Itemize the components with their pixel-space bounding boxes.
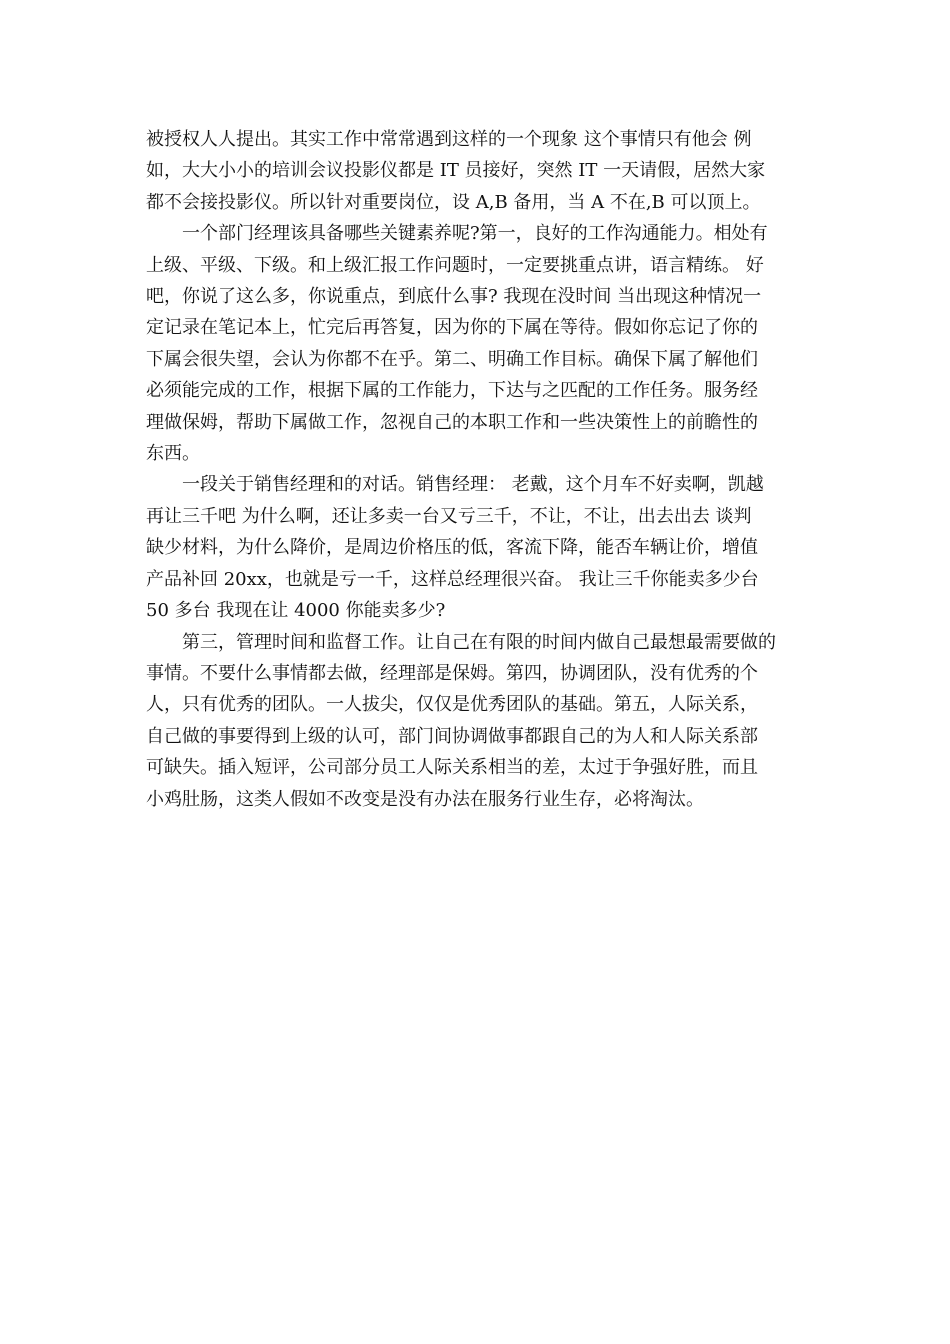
paragraph-4: [146, 627, 808, 815]
text-line: 人，只有优秀的团队。一人拔尖，仅仅是优秀团队的基础。第五，人际关系，: [146, 694, 758, 716]
text-line: 定记录在笔记本上，忙完后再答复，因为你的下属在等待。假如你忘记了你的: [146, 317, 758, 339]
paragraph-3: [146, 469, 808, 626]
text-line: 第三，管理时间和监督工作。让自己在有限的时间内做自己最想最需要做的: [182, 631, 776, 653]
document-body: [146, 124, 808, 815]
text-line: 吧，你说了这么多，你说重点，到底什么事? 我现在没时间 当出现这种情况一: [146, 286, 762, 308]
text-line: 下属会很失望，会认为你都不在乎。第二、明确工作目标。确保下属了解他们: [146, 348, 758, 370]
text-line: 事情。不要什么事情都去做，经理部是保姆。第四，协调团队，没有优秀的个: [146, 662, 758, 684]
text-line: 上级、平级、下级。和上级汇报工作问题时，一定要挑重点讲，语言精练。 好: [146, 254, 764, 276]
text-line: 50 多台 我现在让 4000 你能卖多少?: [146, 600, 446, 622]
paragraph-1: [146, 124, 808, 218]
text-line: 如，大大小小的培训会议投影仪都是 IT 员接好，突然 IT 一天请假，居然大家: [146, 160, 766, 182]
paragraph-2: [146, 218, 808, 469]
text-line: 小鸡肚肠，这类人假如不改变是没有办法在服务行业生存，必将淘汰。: [146, 788, 704, 810]
text-line: 必须能完成的工作，根据下属的工作能力，下达与之匹配的工作任务。服务经: [146, 380, 758, 402]
text-line: 可缺失。插入短评，公司部分员工人际关系相当的差，太过于争强好胜，而且: [146, 757, 758, 779]
text-line: 东西。: [146, 443, 200, 465]
text-line: 缺少材料，为什么降价，是周边价格压的低，客流下降，能否车辆让价，增值: [146, 537, 758, 559]
text-line: 一段关于销售经理和的对话。销售经理： 老戴，这个月车不好卖啊，凯越: [182, 474, 764, 496]
text-line: 再让三千吧 为什么啊，还让多卖一台又亏三千，不让，不让，出去出去 谈判: [146, 505, 752, 527]
text-line: 一个部门经理该具备哪些关键素养呢?第一，良好的工作沟通能力。相处有: [182, 223, 768, 245]
text-line: 都不会接投影仪。所以针对重要岗位，设 A,B 备用，当 A 不在,B 可以顶上。: [146, 191, 761, 213]
text-line: 被授权人人提出。其实工作中常常遇到这样的一个现象 这个事情只有他会 例: [146, 129, 752, 150]
text-line: 自己做的事要得到上级的认可，部门间协调做事都跟自己的为人和人际关系部: [146, 725, 758, 747]
text-line: 理做保姆，帮助下属做工作，忽视自己的本职工作和一些决策性上的前瞻性的: [146, 411, 758, 433]
text-line: 产品补回 20xx，也就是亏一千，这样总经理很兴奋。 我让三千你能卖多少台: [146, 568, 759, 590]
